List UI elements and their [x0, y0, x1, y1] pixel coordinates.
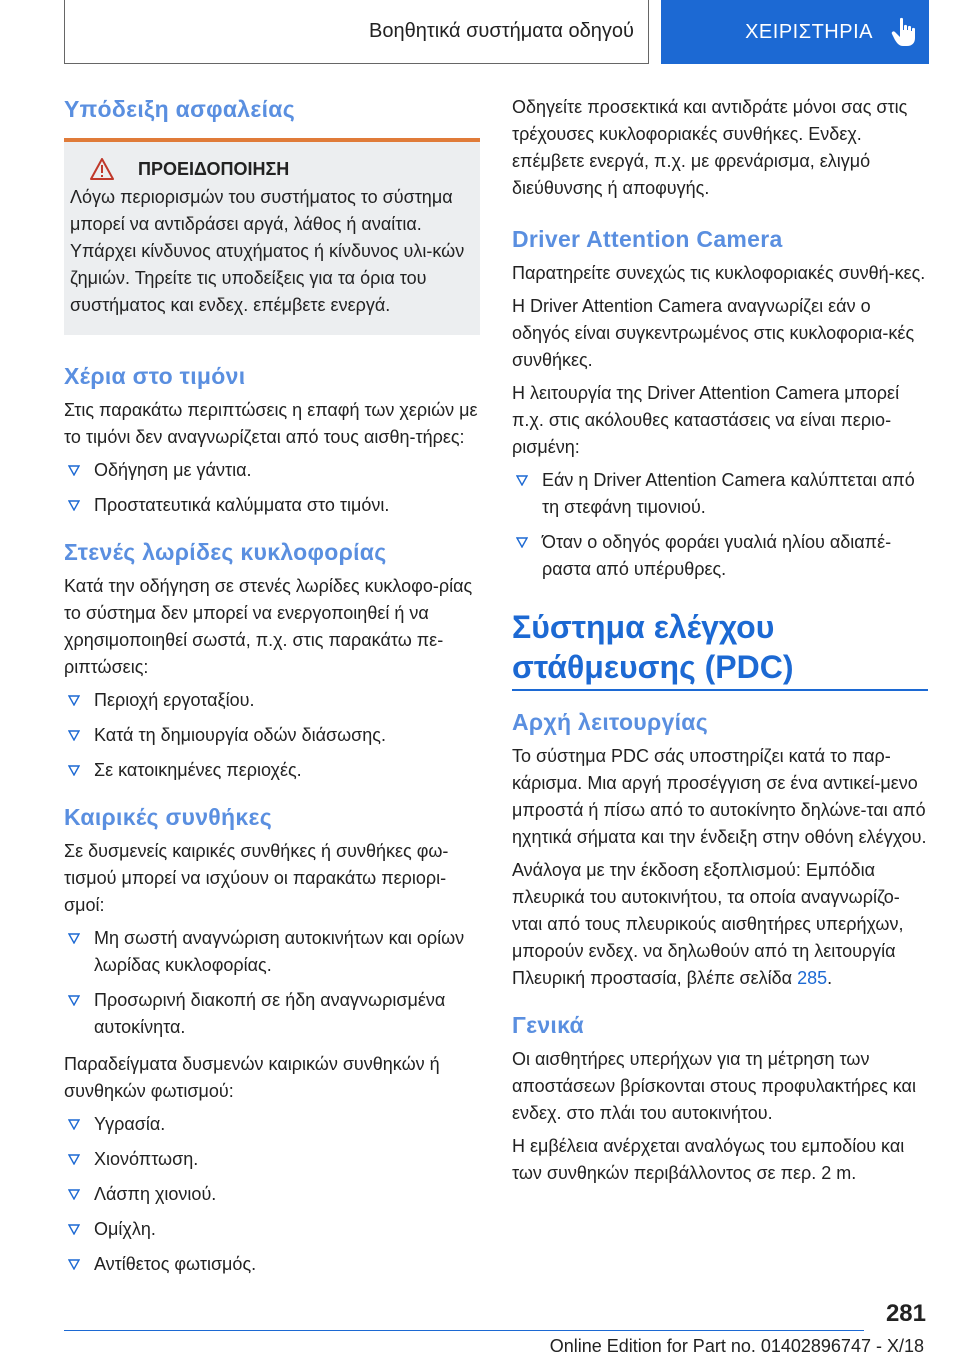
narrow-lanes-list	[64, 687, 480, 784]
weather-text: Σε δυσμενείς καιρικές συνθήκες ή συνθήκες φω-τισμού μπορεί να ισχύουν οι παρακάτω περιορι-σμοί:	[64, 841, 449, 915]
triangle-bullet-icon	[516, 537, 528, 548]
list-item: Υγρασία.	[64, 1111, 480, 1138]
triangle-bullet-icon	[68, 1189, 80, 1200]
list-item: Περιοχή εργοταξίου.	[64, 687, 480, 714]
dac-text-1: Παρατηρείτε συνεχώς τις κυκλοφοριακές συνθή-κες.	[512, 263, 926, 283]
triangle-bullet-icon	[68, 1259, 80, 1270]
list-item: Εάν η Driver Attention Camera καλύπτεται από τη στεφάνη τιμονιού.	[512, 467, 928, 521]
safety-title: Υπόδειξη ασφαλείας	[64, 96, 295, 122]
list-item: Μη σωστή αναγνώριση αυτοκινήτων και ορίων λωρίδας κυκλοφορίας.	[64, 925, 480, 979]
triangle-bullet-icon	[516, 475, 528, 486]
triangle-bullet-icon	[68, 995, 80, 1006]
principle-text-2: Ανάλογα με την έκδοση εξοπλισμού: Εμπόδια πλευρικά του αυτοκινήτου, τα οποία αναγνωρίζο-νται από τους πλευρικούς αισθητήρες υπερήχων, μπορούν ενδεχ. να δηλωθούν από τη λειτουργία Πλευρική προστασία, βλέπε σελίδα 285.	[512, 860, 904, 988]
triangle-bullet-icon	[68, 500, 80, 511]
pdc-heading	[512, 607, 928, 691]
triangle-bullet-icon	[68, 465, 80, 476]
hands-on-wheel-list	[64, 457, 480, 519]
page-number: 281	[885, 1300, 926, 1327]
header-section-box	[64, 0, 649, 64]
footer-edition-text: Online Edition for Part no. 01402896747 - X/18	[549, 1336, 924, 1356]
narrow-lanes-title: Στενές λωρίδες κυκλοφορίας	[64, 539, 387, 565]
triangle-bullet-icon	[68, 933, 80, 944]
triangle-bullet-icon	[68, 730, 80, 741]
hands-on-wheel-text: Στις παρακάτω περιπτώσεις η επαφή των χεριών με το τιμόνι δεν αναγνωρίζεται από τους αισθη-τήρες:	[64, 400, 478, 447]
list-item: Λάσπη χιονιού.	[64, 1181, 480, 1208]
pdc-title-line-1: Σύστημα ελέγχου	[512, 609, 775, 645]
weather-title: Καιρικές συνθήκες	[64, 804, 272, 830]
general-text-2: Η εμβέλεια ανέρχεται αναλόγως του εμποδίου και των συνθηκών περιβάλλοντος σε περ. 2 m.	[512, 1136, 905, 1183]
warning-triangle-icon	[90, 158, 114, 180]
list-item: Προσωρινή διακοπή σε ήδη αναγνωρισμένα αυτοκίνητα.	[64, 987, 480, 1041]
list-item: Κατά τη δημιουργία οδών διάσωσης.	[64, 722, 480, 749]
weather-examples-text: Παραδείγματα δυσμενών καιρικών συνθηκών ή συνθηκών φωτισμού:	[64, 1054, 440, 1101]
principle-text-1: Το σύστημα PDC σάς υποστηρίζει κατά το παρ-κάρισμα. Μια αργή προσέγγιση σε ένα αντικεί-μενο μπροστά ή πίσω από το αυτοκίνητο δηλώνε-ται από ηχητικά σήματα και την ένδειξη στην οθόνη ελέγχου.	[512, 746, 927, 847]
triangle-bullet-icon	[68, 695, 80, 706]
footer-edition	[0, 1336, 924, 1357]
general-title: Γενικά	[512, 1012, 584, 1038]
dac-title: Driver Attention Camera	[512, 226, 783, 252]
triangle-bullet-icon	[68, 1224, 80, 1235]
footer-divider	[64, 1330, 864, 1331]
warning-text: Λόγω περιορισμών του συστήματος το σύστημα μπορεί να αντιδράσει αργά, λάθος ή αναίτια. Υπάρχει κίνδυνος ατυχήματος ή κίνδυνος υλι-κών ζημιών. Τηρείτε τις υποδείξεις για τα όρια του συστήματος και ενδεχ. επέμβετε ενεργά.	[70, 187, 465, 315]
dac-list	[512, 467, 928, 583]
principle-title: Αρχή λειτουργίας	[512, 709, 708, 735]
warning-label: ΠΡΟΕΙΔΟΠΟΙΗΣΗ	[138, 158, 290, 179]
dac-text-3: Η λειτουργία της Driver Attention Camera μπορεί π.χ. στις ακόλουθες καταστάσεις να είναι περιο-ρισμένη:	[512, 383, 900, 457]
left-column	[64, 94, 480, 1288]
right-column	[512, 94, 928, 1193]
page-link-285[interactable]: 285	[797, 968, 828, 988]
weather-examples-list	[64, 1111, 480, 1278]
pdc-title-line-2: στάθμευσης (PDC)	[512, 649, 794, 685]
weather-list	[64, 925, 480, 1041]
hand-pointer-icon	[891, 17, 917, 47]
header-tab-label: ΧΕΙΡΙΣΤΗΡΙΑ	[745, 20, 873, 43]
list-item: Σε κατοικημένες περιοχές.	[64, 757, 480, 784]
list-item: Όταν ο οδηγός φοράει γυαλιά ηλίου αδιαπέ-ραστα από υπέρυθρες.	[512, 529, 928, 583]
warning-header	[70, 158, 474, 180]
triangle-bullet-icon	[68, 765, 80, 776]
list-item: Οδήγηση με γάντια.	[64, 457, 480, 484]
warning-box	[64, 142, 480, 335]
intro-text: Οδηγείτε προσεκτικά και αντιδράτε μόνοι σας στις τρέχουσες κυκλοφοριακές συνθήκες. Ενδεχ. επέμβετε ενεργά, π.χ. με φρενάρισμα, ελιγμό διεύθυνσης ή αποφυγής.	[512, 97, 908, 198]
dac-text-2: Η Driver Attention Camera αναγνωρίζει εάν ο οδηγός είναι συγκεντρωμένος στις κυκλοφορια-κές συνθήκες.	[512, 296, 915, 370]
general-text-1: Οι αισθητήρες υπερήχων για τη μέτρηση των αποστάσεων βρίσκονται στους προφυλακτήρες και ενδεχ. στο πλάι του αυτοκινήτου.	[512, 1049, 916, 1123]
header-tab-controls[interactable]	[661, 0, 929, 64]
header-section-title: Βοηθητικά συστήματα οδηγού	[369, 20, 634, 42]
triangle-bullet-icon	[68, 1119, 80, 1130]
narrow-lanes-text: Κατά την οδήγηση σε στενές λωρίδες κυκλοφο-ρίας το σύστημα δεν μπορεί να ενεργοποιηθεί ή να χρησιμοποιηθεί σωστά, π.χ. στις παρακάτω πε-ριπτώσεις:	[64, 576, 473, 677]
list-item: Χιονόπτωση.	[64, 1146, 480, 1173]
triangle-bullet-icon	[68, 1154, 80, 1165]
list-item: Ομίχλη.	[64, 1216, 480, 1243]
hands-on-wheel-title: Χέρια στο τιμόνι	[64, 363, 246, 389]
list-item: Προστατευτικά καλύμματα στο τιμόνι.	[64, 492, 480, 519]
list-item: Αντίθετος φωτισμός.	[64, 1251, 480, 1278]
